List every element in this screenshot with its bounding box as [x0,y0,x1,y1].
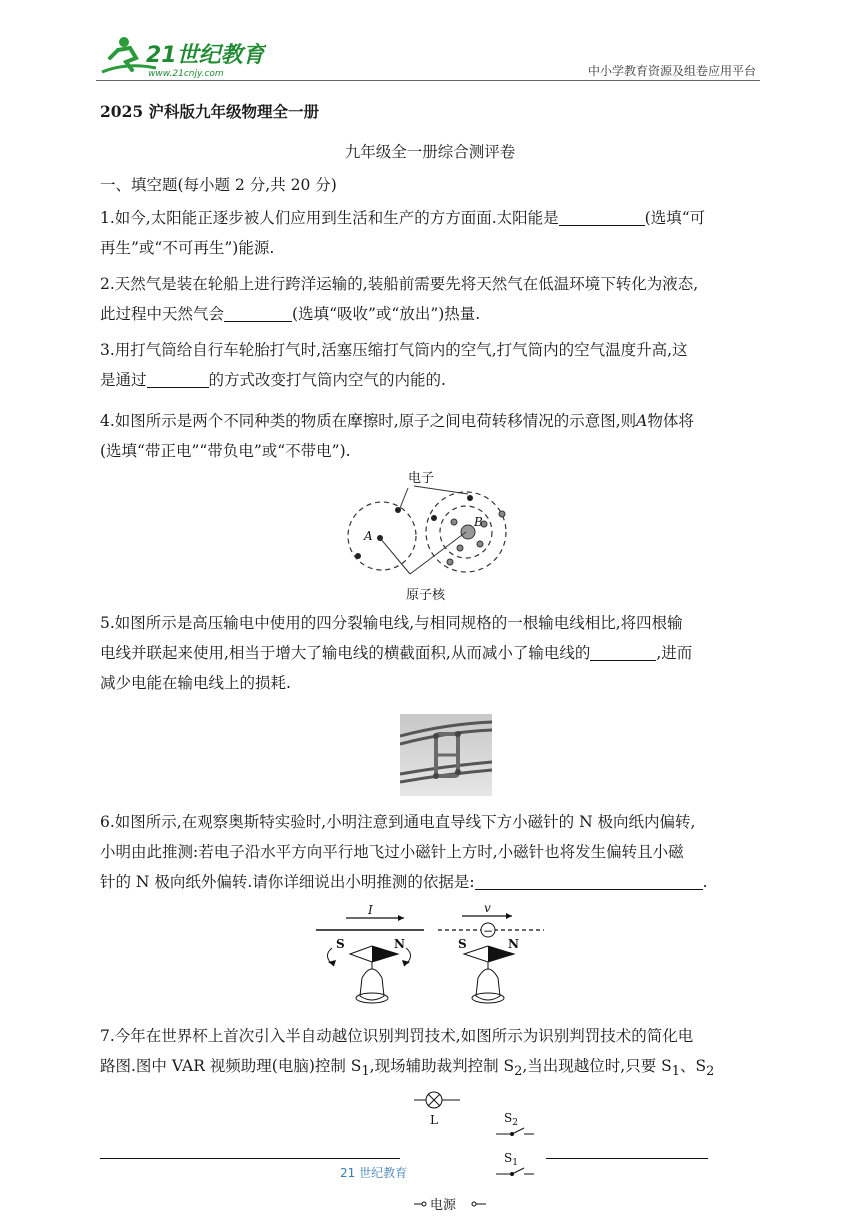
question-1: 1.如今,太阳能正逐步被人们应用到生活和生产的方方面面.太阳能是 (选填“可 再生”或“不可再生”)能源. [100,209,706,257]
answer-blank[interactable] [590,642,656,661]
label-current: I [368,903,373,917]
footer-rule-left [100,1158,400,1159]
label-source: 电源 [430,1198,457,1213]
label-lamp: L [430,1113,438,1127]
oersted-diagram [312,900,552,1010]
atom-diagram [340,464,520,604]
label-n-right: N [508,937,519,951]
question-5: 5.如图所示是高压输电中使用的四分裂输电线,与相同规格的一根输电线相比,将四根输 电线并联起来使用,相当于增大了输电线的横截面积,从而减小了输电线的 ,进而 减少电能在输电线上的损耗. [100,614,693,692]
circuit-diagram [400,1088,560,1216]
footer-text: 21 世纪教育 [340,1166,408,1180]
question-6: 6.如图所示,在观察奥斯特实验时,小明注意到通电直导线下方小磁针的 N 极向纸内偏转, 小明由此推测:若电子沿水平方向平行地飞过小磁针上方时,小磁针也将发生偏转且小磁 针的 N 极向纸外偏转.请你详细说出小明推测的依据是: . [100,813,708,891]
logo-url: www.21cnjy.com [148,69,224,79]
question-2: 2.天然气是装在轮船上进行跨洋运输的,装船前需要先将天然气在低温环境下转化为液态, 此过程中天然气会 (选填“吸收”或“放出”)热量. [100,275,699,323]
power-line-photo [400,714,492,796]
page-header [96,32,760,82]
question-3: 3.用打气筒给自行车轮胎打气时,活塞压缩打气筒内的空气,打气筒内的空气温度升高,这 是通过 的方式改变打气筒内空气的内能的. [100,341,688,389]
answer-blank[interactable] [224,303,292,322]
label-electron: 电子 [408,471,435,486]
label-n-left: N [394,937,405,951]
label-a: A [364,529,373,543]
platform-name: 中小学教育资源及组卷应用平台 [587,64,756,78]
question-7: 7.今年在世界杯上首次引入半自动越位识别判罚技术,如图所示为识别判罚技术的简化电 路图.图中 VAR 视频助理(电脑)控制 $S_1$,现场辅助裁判控制 $S_2$,当出现越位时,只要 $S_1$、$S_2$ [100,1027,715,1080]
answer-blank[interactable] [559,207,645,226]
label-nucleus: 原子核 [406,588,446,603]
label-s-left: S [336,937,345,951]
answer-blank[interactable] [147,369,209,388]
logo-21cnjy [96,32,266,80]
footer-rule-right [546,1158,708,1159]
label-s2: $S_2$ [504,1111,518,1128]
answer-blank[interactable] [475,871,703,890]
label-minus: − [483,924,494,938]
label-s1: $S_1$ [504,1151,518,1168]
section-heading: 一、填空题(每小题 2 分,共 20 分) [100,176,337,194]
header-rule [96,80,760,81]
label-velocity: v [484,901,491,915]
question-4: 4.如图所示是两个不同种类的物质在摩擦时,原子之间电荷转移情况的示意图,则A物体将 (选填“带正电”“带负电”或“不带电”). [100,412,694,460]
doc-title: 2025 沪科版九年级物理全一册 [100,102,320,121]
label-s-right: S [458,937,467,951]
label-b: B [474,515,483,529]
logo-text: 21世纪教育 [146,43,265,68]
exam-title: 九年级全一册综合测评卷 [344,143,516,161]
